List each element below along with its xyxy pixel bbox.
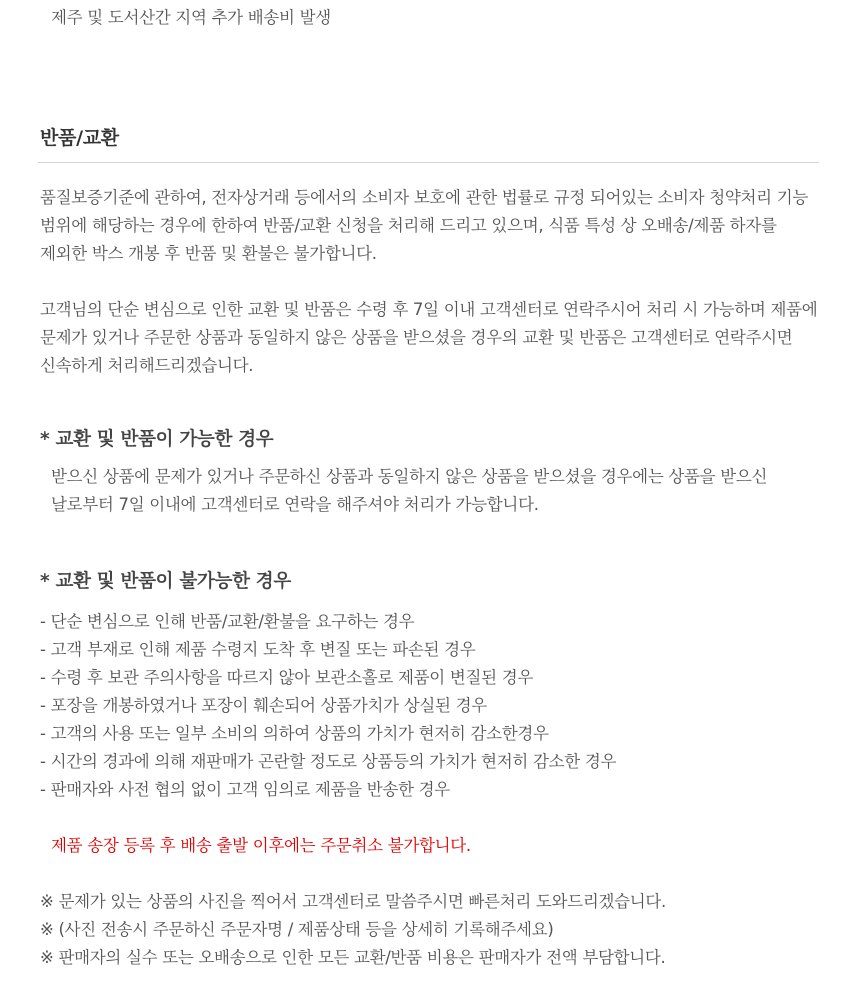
list-item: - 고객의 사용 또는 일부 소비의 의하여 상품의 가치가 현저히 감소한경우 (40, 724, 549, 743)
note-item: ※ 문제가 있는 상품의 사진을 찍어서 고객센터로 말씀주시면 빠른처리 도와드리겠습니다. (40, 892, 666, 911)
possible-cases-heading: * 교환 및 반품이 가능한 경우 (40, 429, 274, 450)
section-title-return-exchange: 반품/교환 (40, 127, 119, 149)
list-item: - 시간의 경과에 의해 재판매가 곤란할 정도로 상품등의 가치가 현저히 감소한 경우 (40, 752, 617, 771)
paragraph-line: 신속하게 처리해드리겠습니다. (40, 356, 254, 375)
paragraph-line: 받으신 상품에 문제가 있거나 주문하신 상품과 동일하지 않은 상품을 받으셨을 경우에는 상품을 받으신 (51, 467, 768, 486)
list-item: - 고객 부재로 인해 제품 수령지 도착 후 변질 또는 파손된 경우 (40, 640, 476, 659)
paragraph-line: 고객님의 단순 변심으로 인한 교환 및 반품은 수령 후 7일 이내 고객센터로 연락주시어 처리 시 가능하며 제품에 (40, 300, 818, 319)
list-item: - 포장을 개봉하였거나 포장이 훼손되어 상품가치가 상실된 경우 (40, 696, 487, 715)
note-item: ※ (사진 전송시 주문하신 주문자명 / 제품상태 등을 상세히 기록해주세요) (40, 920, 554, 939)
paragraph-line: 범위에 해당하는 경우에 한하여 반품/교환 신청을 처리해 드리고 있으며, 식품 특성 상 오배송/제품 하자를 (40, 216, 777, 235)
impossible-cases-heading: * 교환 및 반품이 불가능한 경우 (40, 571, 291, 592)
shipping-note: 제주 및 도서산간 지역 추가 배송비 발생 (51, 8, 331, 27)
paragraph-line: 날로부터 7일 이내에 고객센터로 연락을 해주셔야 처리가 가능합니다. (51, 495, 539, 514)
list-item: - 수령 후 보관 주의사항을 따르지 않아 보관소홀로 제품이 변질된 경우 (40, 668, 533, 687)
list-item: - 단순 변심으로 인해 반품/교환/환불을 요구하는 경우 (40, 612, 415, 631)
paragraph-line: 제외한 박스 개봉 후 반품 및 환불은 불가합니다. (40, 244, 377, 263)
paragraph-line: 문제가 있거나 주문한 상품과 동일하지 않은 상품을 받으셨을 경우의 교환 및 반품은 고객센터로 연락주시면 (40, 328, 793, 347)
section-divider (38, 162, 819, 163)
paragraph-line: 품질보증기준에 관하여, 전자상거래 등에서의 소비자 보호에 관한 법률로 규정 되어있는 소비자 청약처리 기능 (40, 188, 809, 207)
note-item: ※ 판매자의 실수 또는 오배송으로 인한 모든 교환/반품 비용은 판매자가 전액 부담합니다. (40, 948, 666, 967)
list-item: - 판매자와 사전 협의 없이 고객 임의로 제품을 반송한 경우 (40, 780, 450, 799)
order-cancel-notice: 제품 송장 등록 후 배송 출발 이후에는 주문취소 불가합니다. (51, 836, 471, 855)
